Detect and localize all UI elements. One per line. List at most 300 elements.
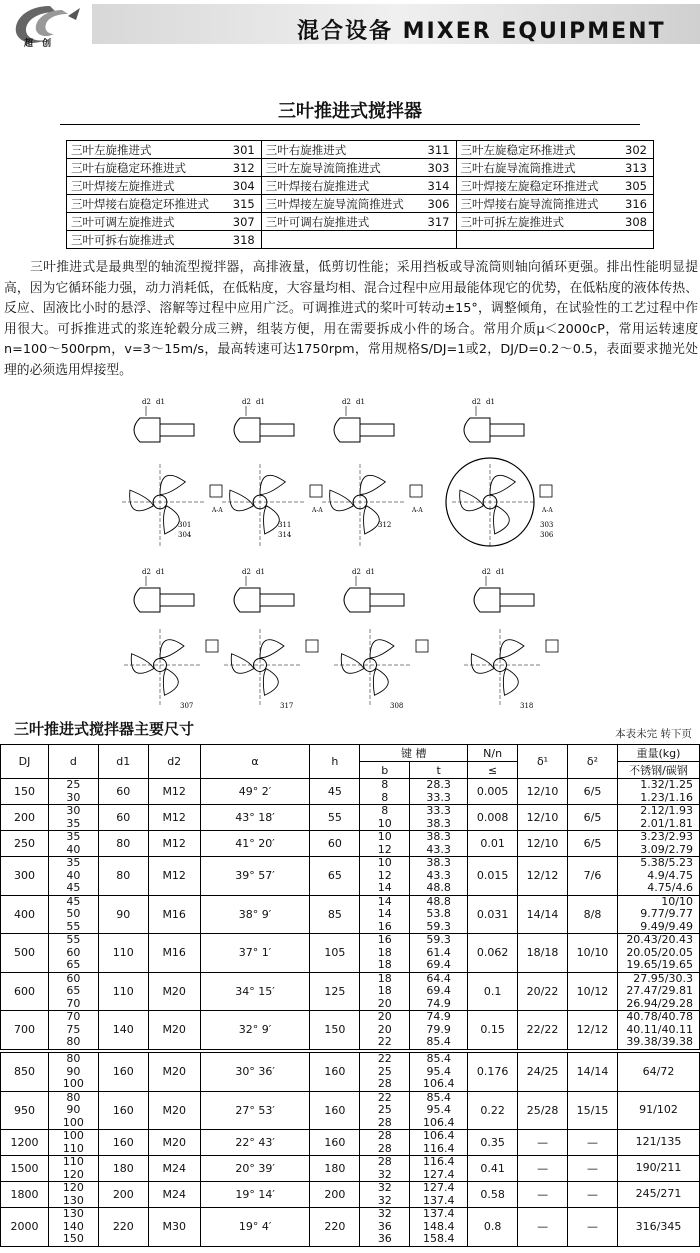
top-prop-3-blade [490,475,515,494]
page-header [0,0,700,52]
cell-d-value: 40 [66,842,81,856]
bottom-view-1-shaft [260,594,294,606]
cell-alpha: 27° 53′ [200,1091,310,1130]
cell-dj: 200 [1,805,49,831]
top-view-1-label-d1: d1 [256,398,265,406]
top-view-0-shaft [160,424,194,436]
cell-d2: M20 [148,1011,200,1050]
cell-d-value: 35 [66,830,81,843]
cell-t-value: 95.4 [426,1103,451,1116]
cell-h: 160 [310,1130,360,1156]
cell-d-value: 35 [66,856,81,869]
cell-d2: M12 [148,779,200,805]
cell-alpha: 41° 20′ [200,831,310,857]
cell-delta2: 8/8 [568,895,618,934]
cell-weight-value: 20.05/20.05 [626,945,693,959]
bottom-view-0-hub-side [134,588,160,612]
cell-t-value: 79.9 [426,1022,451,1036]
top-prop-3-blade [494,506,510,534]
cell-delta1: — [518,1130,568,1156]
cell-t [410,779,468,805]
cell-d-value: 65 [66,984,81,997]
cell-t [410,1182,468,1208]
cell-delta2: — [568,1208,618,1247]
section-aa-2 [410,485,422,497]
cell-b-value: 32 [377,1181,392,1194]
model-name: 三叶可拆右旋推进式 [67,231,214,249]
drawing-number: 311 [278,521,292,529]
bottom-view-2-label-d2: d2 [352,568,361,576]
cell-t-value: 48.8 [426,881,451,894]
top-view-3-shaft [490,424,524,436]
cell-b-value: 8 [381,778,389,791]
section-aa-0 [210,485,222,497]
cell-t-value: 85.4 [426,1052,451,1065]
cell-weight-value: 20.43/20.43 [626,933,693,946]
cell-d-value: 80 [66,1052,81,1065]
cell-t [410,857,468,896]
cell-d [48,1091,98,1130]
col-h: h [310,745,360,779]
cell-b-value: 36 [377,1232,392,1245]
top-view-2-hub-side [334,418,360,442]
cell-d-value: 80 [66,1035,81,1048]
cell-b-value: 10 [377,816,392,830]
model-row [67,195,654,213]
cell-delta1: 24/25 [518,1053,568,1092]
cell-weight-value: 3.09/2.79 [640,842,693,856]
spec-row [1,1182,700,1208]
col-b: b [360,762,410,779]
cell-d1: 160 [98,1091,148,1130]
top-view-2-label-d2: d2 [342,398,351,406]
cell-h: 65 [310,857,360,896]
cell-weight [617,831,699,857]
cell-dj: 150 [1,779,49,805]
cell-weight [617,972,699,1011]
cell-d1: 90 [98,895,148,934]
cell-t [410,934,468,973]
drawing-number: 314 [278,531,292,539]
cell-d2: M16 [148,895,200,934]
model-row [67,141,654,159]
cell-t [410,1208,468,1247]
cell-b-value: 14 [377,907,392,920]
cell-delta1: — [518,1208,568,1247]
top-view-1-shaft [260,424,294,436]
model-code: 306 [408,195,456,213]
cell-d [48,1156,98,1182]
cell-delta1: 12/10 [518,779,568,805]
cell-t-value: 106.4 [422,1115,455,1129]
cell-d2: M30 [148,1208,200,1247]
cell-t-value: 59.3 [426,933,451,946]
cell-b-value: 28 [377,1115,392,1129]
model-name: 三叶右旋稳定环推进式 [67,159,214,177]
cell-delta1: 12/10 [518,831,568,857]
logo-text: 超 创 [24,39,55,49]
cell-b-value: 12 [377,842,392,856]
model-code [603,231,654,249]
cell-delta2: 12/12 [568,1011,618,1050]
cell-alpha: 30° 36′ [200,1053,310,1092]
cell-nn: 0.58 [468,1182,518,1208]
cell-nn: 0.01 [468,831,518,857]
top-prop-0-blade [164,506,180,534]
cell-nn: 0.22 [468,1091,518,1130]
cell-d1: 110 [98,972,148,1011]
cell-weight-value: 91/102 [639,1103,678,1116]
cell-d2: M20 [148,972,200,1011]
bottom-prop-2-blade [373,669,388,696]
cell-b-value: 12 [377,868,392,882]
cell-t-value: 43.3 [426,868,451,882]
model-code: 301 [213,141,261,159]
cell-weight [618,1156,700,1182]
col-le: ≤ [468,762,518,779]
cell-weight-value: 10/10 [661,894,693,908]
cell-alpha: 43° 18′ [200,805,310,831]
bottom-view-2-hub-side [344,588,370,612]
model-name: 三叶焊接左旋导流筒推进式 [261,195,408,213]
cell-d [48,895,98,934]
cell-weight-value: 4.75/4.6 [647,881,693,894]
drawing-number: 304 [178,531,192,539]
cell-weight-value: 190/211 [635,1161,682,1175]
cell-delta2: 6/5 [568,779,618,805]
model-row [67,213,654,231]
top-prop-3-blade [460,490,484,511]
cell-b-value: 32 [377,1167,392,1181]
cell-b-value: 28 [377,1129,392,1142]
col-material: 不锈钢/碳钢 [617,762,699,779]
bottom-view-3-shaft [500,594,534,606]
section-label-1: A-A [312,507,323,514]
spec-row [1,779,700,805]
bottom-prop-1-blade [263,669,278,696]
cell-b [360,1011,410,1050]
cell-weight [618,1091,700,1130]
cell-d [48,972,98,1011]
cell-t-value: 137.4 [422,1207,455,1220]
col-d: d [48,745,98,779]
cell-t [410,1011,468,1050]
bottom-prop-0-blade [163,669,178,696]
cell-t-value: 33.3 [426,804,451,817]
section-aa-3 [540,485,552,497]
model-code: 302 [603,141,654,159]
cell-b-value: 18 [377,984,392,997]
cell-weight-value: 40.78/40.78 [626,1010,693,1023]
model-code [408,231,456,249]
cell-weight [617,805,699,831]
cell-weight-value: 9.77/9.77 [640,907,693,920]
cell-d2: M12 [148,831,200,857]
section-aa-1 [310,485,322,497]
cell-t-value: 69.4 [426,958,451,971]
cell-weight-value: 4.9/4.75 [647,868,693,882]
model-name: 三叶可拆左旋推进式 [456,213,603,231]
model-name: 三叶焊接右旋导流筒推进式 [456,195,603,213]
model-row [67,231,654,249]
model-name [261,231,408,249]
bottom-view-0-shaft [160,594,194,606]
model-name: 三叶左旋导流筒推进式 [261,159,408,177]
cell-b [360,972,410,1011]
cell-d [48,857,98,896]
cell-d-value: 120 [62,1167,84,1181]
cell-t-value: 127.4 [422,1181,455,1194]
top-view-3-label-d2: d2 [472,398,481,406]
cell-b [360,1156,410,1182]
cell-d-value: 55 [66,919,81,933]
top-prop-1-blade [260,475,285,494]
model-name: 三叶右旋推进式 [261,141,408,159]
cell-alpha: 34° 15′ [200,972,310,1011]
cell-t-value: 85.4 [426,1090,451,1104]
cell-b-value: 28 [377,1141,392,1155]
cell-d-value: 60 [66,945,81,959]
bottom-view-3-label-d1: d1 [496,568,505,576]
drawing-number: 308 [390,702,404,710]
cell-delta1: 18/18 [518,934,568,973]
cell-h: 105 [310,934,360,973]
cell-b [360,1130,410,1156]
cell-d1: 60 [98,805,148,831]
cell-b-value: 28 [377,1077,392,1090]
col-d1: d1 [98,745,148,779]
cell-b-value: 10 [377,856,392,869]
model-name: 三叶焊接右旋推进式 [261,177,408,195]
cell-weight-value: 245/271 [635,1187,682,1201]
model-code: 317 [408,213,456,231]
col-weight: 重量(kg) [617,745,699,762]
cell-t-value: 28.3 [426,778,451,791]
cell-b [360,857,410,896]
drawing-number: 303 [540,521,554,529]
cell-t-value: 59.3 [426,919,451,933]
col-delta2: δ² [568,745,618,779]
cell-b-value: 22 [377,1035,392,1048]
cell-d-value: 110 [62,1141,84,1155]
cell-t-value: 85.4 [426,1035,451,1048]
cell-alpha: 38° 9′ [200,895,310,934]
cell-d [48,1130,98,1156]
cell-b [360,895,410,934]
cell-d [48,805,98,831]
bottom-view-3-label-d2: d2 [482,568,491,576]
spec-row [1,857,700,896]
cell-weight [618,1130,700,1156]
cell-t [410,895,468,934]
cell-delta2: 6/5 [568,805,618,831]
bsection-aa-3 [546,640,558,652]
cell-d-value: 70 [66,996,81,1010]
col-d2: d2 [148,745,200,779]
cell-d-value: 35 [66,816,81,830]
cell-delta1: 22/22 [518,1011,568,1050]
bottom-view-0-label-d2: d2 [142,568,151,576]
cell-weight-value: 5.38/5.23 [640,856,693,869]
cell-t [410,1053,468,1092]
cell-d-value: 30 [66,790,81,804]
cell-d [48,1182,98,1208]
cell-d-value: 100 [62,1115,84,1129]
spec-row [1,1130,700,1156]
bsection-aa-2 [416,640,428,652]
cell-b-value: 32 [377,1207,392,1220]
cell-h: 150 [310,1011,360,1050]
cell-dj: 250 [1,831,49,857]
cell-delta1: 14/14 [518,895,568,934]
model-code: 318 [213,231,261,249]
spec-row [1,895,700,934]
drawing-number: 307 [180,702,194,710]
model-code: 314 [408,177,456,195]
model-name: 三叶焊接右旋稳定环推进式 [67,195,214,213]
top-view-2-label-d1: d1 [356,398,365,406]
bottom-prop-1-blade [231,654,253,674]
cell-t [410,1130,468,1156]
cell-b [360,831,410,857]
bottom-prop-2-blade [341,654,363,674]
cell-alpha: 19° 14′ [200,1182,310,1208]
spec-row [1,934,700,973]
cell-dj: 850 [1,1053,49,1092]
top-prop-1-blade [230,490,254,511]
top-prop-2-blade [330,490,354,511]
model-row [67,159,654,177]
cell-t-value: 48.8 [426,894,451,908]
cell-delta2: 7/6 [568,857,618,896]
cell-d-value: 45 [66,881,81,894]
cell-d-value: 60 [66,971,81,985]
cell-t-value: 74.9 [426,1010,451,1023]
cell-weight [617,779,699,805]
cell-weight-value: 2.01/1.81 [640,816,693,830]
cell-delta1: 20/22 [518,972,568,1011]
top-prop-1-blade [264,506,280,534]
cell-dj: 300 [1,857,49,896]
cell-t-value: 33.3 [426,790,451,804]
cell-weight [617,857,699,896]
model-code: 316 [603,195,654,213]
spec-row [1,972,700,1011]
cell-alpha: 22° 43′ [200,1130,310,1156]
cell-d-value: 45 [66,894,81,908]
cell-alpha: 19° 4′ [200,1208,310,1247]
cell-t-value: 137.4 [422,1193,455,1207]
top-view-3-label-d1: d1 [486,398,495,406]
cell-weight-value: 39.38/39.38 [626,1035,693,1048]
cell-delta2: — [568,1130,618,1156]
cell-b [360,1182,410,1208]
cell-d2: M24 [148,1156,200,1182]
cell-h: 85 [310,895,360,934]
spec-row [1,831,700,857]
col-delta1: δ¹ [518,745,568,779]
cell-d [48,934,98,973]
cell-delta2: — [568,1182,618,1208]
bottom-view-1-label-d1: d1 [256,568,265,576]
cell-t-value: 116.4 [422,1141,455,1155]
spec-table-1 [0,744,700,1050]
model-name: 三叶左旋推进式 [67,141,214,159]
cell-b [360,1208,410,1247]
col-dj: DJ [1,745,49,779]
bsection-aa-1 [306,640,318,652]
cell-h: 60 [310,831,360,857]
cell-d-value: 120 [62,1181,84,1194]
cell-d-value: 100 [62,1129,84,1142]
top-view-0-label-d2: d2 [142,398,151,406]
bottom-prop-1-blade [260,640,284,658]
cell-b-value: 36 [377,1219,392,1233]
cell-b-value: 25 [377,1064,392,1078]
model-name: 三叶可调左旋推进式 [67,213,214,231]
cell-alpha: 49° 2′ [200,779,310,805]
bottom-prop-3-blade [500,640,524,658]
spec-table-2 [0,1052,700,1247]
cell-nn: 0.8 [468,1208,518,1247]
cell-weight-value: 9.49/9.49 [640,919,693,933]
top-view-3-hub-side [464,418,490,442]
cell-delta2: — [568,1156,618,1182]
cell-d1: 110 [98,934,148,973]
cell-t-value: 95.4 [426,1064,451,1078]
cell-weight [617,895,699,934]
cell-dj: 1800 [1,1182,49,1208]
model-name: 三叶焊接左旋稳定环推进式 [456,177,603,195]
model-table [66,140,654,249]
cell-b [360,1053,410,1092]
cell-h: 125 [310,972,360,1011]
cell-b-value: 18 [377,971,392,985]
cell-t-value: 148.4 [422,1219,455,1233]
model-name: 三叶焊接左旋推进式 [67,177,214,195]
cell-d-value: 90 [66,1103,81,1116]
cell-d1: 80 [98,831,148,857]
bottom-view-1-label-d2: d2 [242,568,251,576]
cell-b [360,779,410,805]
cell-d1: 80 [98,857,148,896]
description: 三叶推进式是最典型的轴流型搅拌器，高排液量，低剪切性能；采用挡板或导流筒则轴向循环更强。排出性能明显提高，因为它循环能力强，动力消耗低，在低粘度，大容量均相、混合过程中应用最能体现它的优势，在低粘度的液体传热、反应、固液比小时的悬浮、溶解等过程中应用广泛。可调推进式的桨叶可转动±15°，调整倾角，在试验性的工艺过程中作用很大。可拆推进式的浆连轮毂分成三辨，组装方便，用在需要拆成小件的场合。常用介质μ＜2000cP，常用运转速度n=100～500rpm，v=3～15m/s，最高转速可达1750rpm，常用规格S/DJ=1或2，DJ/D=0.2～0.5，表面要求抛光处理的必须选用焊接型。 [4,260,698,378]
model-code: 315 [213,195,261,213]
cell-delta1: — [518,1182,568,1208]
cell-weight-value: 2.12/1.93 [640,804,693,817]
cell-d2: M20 [148,1130,200,1156]
cell-b-value: 28 [377,1155,392,1168]
model-code: 305 [603,177,654,195]
bsection-aa-0 [206,640,218,652]
cell-nn: 0.005 [468,779,518,805]
spec-row [1,1011,700,1050]
spec-header-row [1,745,700,762]
cell-t [410,1156,468,1182]
cell-b-value: 8 [381,804,389,817]
spec-row [1,1208,700,1247]
cell-d-value: 150 [62,1232,84,1245]
cell-d-value: 100 [62,1077,84,1090]
model-name [456,231,603,249]
cell-nn: 0.008 [468,805,518,831]
cell-d1: 180 [98,1156,148,1182]
cell-d-value: 75 [66,1022,81,1036]
col-t: t [410,762,468,779]
cell-d1: 60 [98,779,148,805]
cell-d2: M20 [148,1053,200,1092]
cell-weight-value: 19.65/19.65 [626,958,693,971]
